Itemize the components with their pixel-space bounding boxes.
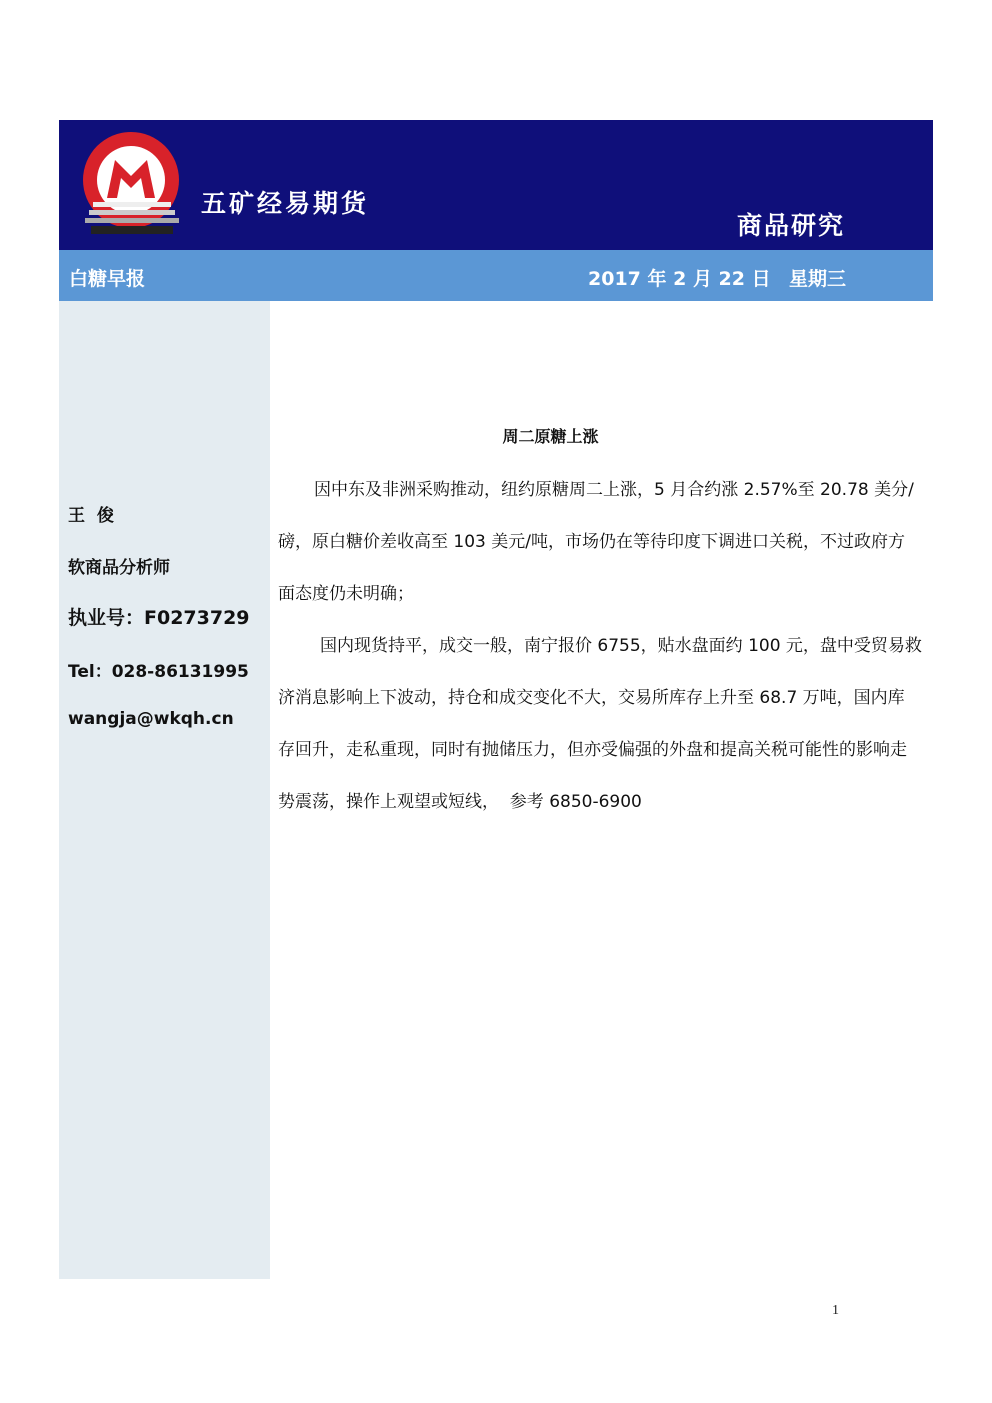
section-label: 商品研究 [737, 211, 846, 240]
paragraph-line: 济消息影响上下波动，持仓和成交变化不大，交易所库存上升至 68.7 万吨，国内库 [278, 688, 905, 708]
paragraph-line: 国内现货持平，成交一般，南宁报价 6755，贴水盘面约 100 元，盘中受贸易救 [320, 636, 922, 656]
paragraph-line: 因中东及非洲采购推动，纽约原糖周二上涨，5 月合约涨 2.57%至 20.78 美分/ [314, 480, 914, 500]
page-number: 1 [832, 1303, 839, 1318]
analyst-license: 执业号：F0273729 [68, 607, 250, 629]
report-title: 白糖早报 [69, 268, 146, 290]
analyst-name: 王 俊 [68, 506, 114, 526]
paragraph-line: 面态度仍未明确； [278, 584, 414, 604]
paragraph-line: 磅，原白糖价差收高至 103 美元/吨，市场仍在等待印度下调进口关税，不过政府方 [278, 532, 905, 552]
analyst-sidebar [59, 301, 270, 1279]
company-name: 五矿经易期货 [201, 189, 370, 218]
paragraph-line: 存回升，走私重现，同时有抛储压力，但亦受偏强的外盘和提高关税可能性的影响走 [278, 740, 907, 760]
analyst-email: wangja@wkqh.cn [68, 709, 234, 729]
report-date: 2017 年 2 月 22 日 [588, 268, 771, 290]
report-weekday: 星期三 [789, 268, 847, 290]
analyst-role: 软商品分析师 [68, 558, 170, 578]
analyst-phone: Tel：028-86131995 [68, 662, 249, 682]
minmetals-logo-icon [79, 130, 189, 240]
report-header [59, 120, 933, 250]
report-title-bar [59, 250, 933, 301]
paragraph-line: 势震荡，操作上观望或短线， 参考 6850-6900 [278, 792, 642, 812]
article-title: 周二原糖上涨 [502, 427, 599, 446]
